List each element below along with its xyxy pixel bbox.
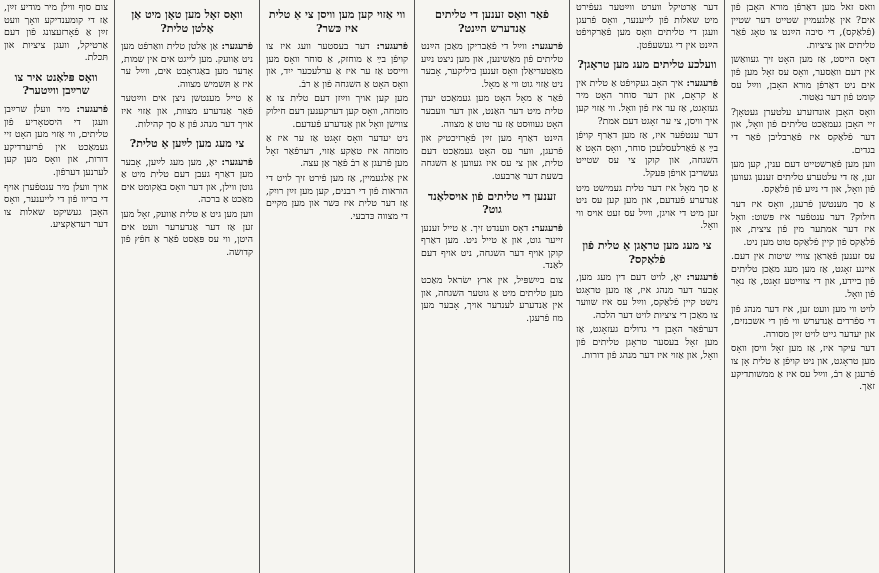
body-paragraph: [576, 272, 718, 322]
body-paragraph: דער אַרטיקל ווערט ווײַטער געפֿירט מיט שאלות פֿון לייענער, וואָס פֿרעגן וועגן די טליתים וואָס מען פֿאַרקויפֿט הײַנט אין די געשעפֿטן.: [576, 2, 718, 51]
paragraph-text: אויך וועלן מיר ענטפֿערן אויף די בריוו פֿון די לייענער, וואָס האָבן געשיקט שאלות צו דער רעדאַקציע.: [4, 181, 108, 231]
column-rule: [569, 0, 570, 573]
body-paragraph: עס זענען פֿאַראַן צוויי שיטות אין דעם. איינע זאָגט, אַז מען מעג מאַכן טליתים פֿון ביידע, און די צווייטע זאָגט, אַז נאָר פֿון וואָל.: [731, 251, 875, 301]
article-column: [727, 0, 879, 573]
body-paragraph: אַ סך מענטשן פֿרעגן, וואָס איז דער חילוק? דער ענטפֿער איז פּשוט: וואָל איז דער אמתער מין פֿון ציצית, און פֿלאַקס פֿון קיין פֿלאַקס טוט מען ניט.: [731, 198, 875, 248]
speaker-label: פֿרעגער:: [76, 103, 108, 115]
column-rule: [724, 0, 725, 573]
section-heading: וואָס פּלאַנט איר צו שרײַבן ווײַטער?: [14, 70, 98, 98]
section-heading: צי מעג מען לײַען אַ טלית?: [129, 137, 245, 151]
body-paragraph: [576, 183, 718, 233]
paragraph-text: ניט יעדער וואָס זאָגט אַז ער איז אַ מומחה איז טאַקע אַזוי, דערפֿאַר זאָל מען פֿרעגן אַ רבֿ פֿאַר אַן עצה.: [266, 133, 408, 170]
body-paragraph: אין אַלגעמיין, אַז מען פֿירט זיך לויט די הוראות פֿון די רבנים, קען מען זײַן רויִק, אַז דער טלית איז כּשר און מען מקיים די מצווה כּדבעי.: [266, 172, 408, 222]
column-rule: [114, 0, 115, 573]
body-paragraph: [421, 223, 563, 273]
paragraph-text: אַ טייל מענטשן ניצן אים ווײַטער פֿאַר אַנדערע מצוות, און אַזוי איז אויך דער מנהג פֿון אַ סך קהילות.: [121, 93, 253, 130]
body-paragraph: וואס זאל מען דאַרפֿן מורא האָבן פֿון אים? אין אַלגעמיין שטייט דער שטיין (פֿלאַקס), די סיבה הײַנט צו טאָג פֿאַר טליתים און ציציות.: [731, 2, 875, 51]
body-paragraph: צום סוף ווילן מיר מודיע זײַן, אַז די קומענדיקע וואָך וועט זײַן אַ פֿאָרזעצונג פֿון דעם אַרטיקל, וועגן ציציות און תּכלת.: [4, 2, 108, 64]
body-paragraph: [266, 41, 408, 91]
section-heading: זענען די טליתים פֿון אויסלאַנד גוט?: [427, 189, 557, 217]
body-paragraph: וואָס האָבן אונדזערע עלטערן געטאָן? זיי האָבן געמאַכט טליתים פֿון וואָל, און דער פֿלאַקס איז פֿאַרבליבן פֿאַר די בגדים.: [731, 106, 875, 156]
paragraph-text: דאָס ווענדט זיך. אַ טייל זענען זייער גוט, און אַ טייל ניט. מען דאַרף קוקן אויף דער השגחה, ניט אויף דעם לאַנד.: [421, 222, 563, 272]
paragraph-text: פֿאַר אַ מאָל האָט מען געמאַכט יעדן טלית מיט דער האַנט, און דער וועבער האָט געוווּסט אַז ער טוט אַ מצווה.: [421, 93, 563, 130]
paragraph-text: צום בײַשפּיל, אין ארץ ישׂראל מאַכט מען טליתים מיט אַ גוטער השגחה, און אין אַנדערע לענדער אויך, אָבער מען מוז פֿרעגן.: [421, 274, 563, 324]
paragraph-text: יאָ, לויט דעם דין מעג מען, אָבער דער מנהג איז, אַז מען טראָגט נישט קיין פֿלאַקס, ווײַל עס איז שווער צו מאַכן די ציציות לויט דער הלכה.: [576, 272, 718, 321]
body-paragraph: דער עיקר איז, אַז מען זאָל וויסן וואָס מען טראָגט, און ניט קויפֿן אַ טלית אָן צו פֿרעגן אַ רבֿ, ווײַל עס איז אַ ממשותדיקע זאַך.: [731, 343, 875, 393]
body-paragraph: [121, 209, 253, 259]
paragraph-text: אַן אַלטן טלית וואַרפֿט מען ניט אַוועק. מען לייגט אים אין שמות, אָדער מען באַגראָבט אים, ווײַל ער איז אַ תּשמיש מצווה.: [121, 41, 253, 90]
body-paragraph: [4, 182, 108, 232]
paragraph-text: הײַנט דאַרף מען זײַן פֿאָרזיכטיק און פֿרעגן, ווער עס האָט געמאַכט דעם טלית, און צי עס איז געווען אַ השגחה בשעת דער אַרבעט.: [421, 133, 563, 182]
speaker-label: פֿרעגער:: [531, 41, 563, 52]
section-heading: וואָס זאָל מען טאָן מיט אַן אַלטן טלית?: [131, 8, 243, 35]
paragraph-text: אַ סך מאָל איז דער טלית געמישט מיט אַנדערע פֿעדעם, און מען קען עס ניט זען מיט די אויגן, ווײַל עס זעט אויס ווי וואָל.: [576, 182, 718, 232]
body-paragraph: [421, 41, 563, 91]
column-rule: [414, 0, 415, 573]
body-paragraph: [266, 93, 408, 131]
body-paragraph: [576, 324, 718, 362]
body-paragraph: דאָס הייסט, אַז מען האָט זיך געוואַשן אין דעם וואַסער, וואָס עס זאָל מען פֿון אים ניט דאַרפֿן מורא האָבן, ווײַל עס קומט פֿון דער נאַטור.: [731, 54, 875, 104]
article-column: [0, 0, 112, 573]
paragraph-text: יאָ, מען מעג לײַען, אָבער מען דאַרף געבן דעם טלית מיט אַ גוטן ווילן, און דער וואָס באַקומט אים מאַכט אַ ברכה.: [121, 156, 253, 206]
section-heading: וועלכע טליתים מעג מען טראָגן?: [577, 58, 717, 72]
section-heading: ווי אַזוי קען מען וויסן צי אַ טלית איז כּשר?: [268, 8, 406, 35]
paragraph-text: דער בעסטער וועג איז צו קויפֿן בײַ אַ מוחזק, אַ סוחר וואָס מען ווייסט אַז ער איז אַ ערלעכער ייִד, און וואָס האָט אַ השגחה פֿון אַ רבֿ.: [266, 41, 408, 90]
body-paragraph: [4, 104, 108, 180]
article-column: [117, 0, 257, 573]
speaker-label: פֿרעגער:: [686, 77, 718, 89]
speaker-label: פֿרעגער:: [221, 156, 253, 168]
paragraph-text: דערפֿאַר האָבן די גדולים געזאָגט, אַז מען זאָל בעסער טראָגן טליתים פֿון וואָל, און אַזוי איז דער מנהג פֿון דורות.: [576, 324, 718, 361]
body-paragraph: [121, 41, 253, 91]
body-paragraph: [576, 130, 718, 180]
body-paragraph: [421, 93, 563, 131]
body-paragraph: [421, 275, 563, 325]
speaker-label: פֿרעגער:: [376, 41, 409, 52]
body-paragraph: [421, 133, 563, 183]
body-paragraph: [121, 93, 253, 131]
body-paragraph: [121, 157, 253, 207]
speaker-label: פֿרעגער:: [686, 272, 718, 283]
section-heading: צי מעג מען טראָגן אַ טלית פֿון פֿלאַקס?: [582, 239, 712, 266]
paragraph-text: ווען מען גיט אַ טלית אַוועק, זאָל מען זען אַז דער אַנדערער וועט אים היטן, ווי עס פּאַסט פֿאַר אַ חפֿץ פֿון קדושה.: [121, 209, 253, 258]
paragraph-text: איך האָב געקויפֿט אַ טלית אין אַ קראָם, און דער סוחר האָט מיר געזאָגט, אַז ער איז פֿון וואָל. ווי אַזוי קען איך וויסן, צי ער זאָגט דעם אמת?: [576, 77, 718, 127]
body-paragraph: לויט ווי מען וועט זען, איז דער מנהג פֿון די ספֿרדים אַנדערש ווי פֿון די אשכנזים, און יעדער גייט לויט זײַן מסורה.: [731, 303, 875, 340]
article-column: [417, 0, 567, 573]
section-heading: פֿאַר וואָס זענען די טליתים אַנדערש הײַנט?: [435, 8, 549, 35]
column-rule: [259, 0, 260, 573]
speaker-label: פֿרעגער:: [531, 222, 563, 234]
speaker-label: פֿרעגער:: [221, 41, 254, 52]
article-column: [262, 0, 412, 573]
paragraph-text: דער ענטפֿער איז, אַז מען דאַרף קויפֿן בײַ אַ פֿאַרלעסלעכן סוחר, וואָס האָט אַ השגחה, און קוקן צי עס שטייט געשריבן אויפֿן פּעקל.: [576, 130, 718, 180]
body-paragraph: [266, 133, 408, 171]
body-paragraph: [576, 78, 718, 128]
paragraph-text: מיר וועלן שרײַבן וועגן די היסטאָריע פֿון טליתים, ווי אַזוי מען האָט זיי געמאַכט אין פֿריִערדיקע דורות, און וואָס מען קען לערנען דערפֿון.: [4, 103, 108, 178]
paragraph-text: ווײַל די פֿאַבריקן מאַכן הײַנט טליתים פֿון מאַשינען, און מען ניצט נײַע מאַטעריאַלן וואָס זענען ביליקער, אָבער ניט אַזוי גוט ווי אַ מאָל.: [421, 41, 563, 90]
article-column: [572, 0, 722, 573]
paragraph-text: מען קען אויך ווײַזן דעם טלית צו אַ מומחה, וואָס קען דערקענען דעם חילוק צווישן וואָל און אַנדערע פֿעדעם.: [266, 93, 408, 130]
body-paragraph: ווען מען פֿאַרשטייט דעם ענין, קען מען זען, אַז די עלטערע טליתים זענען געווען פֿון וואָל, און די נײַע פֿון פֿלאַקס.: [731, 159, 875, 196]
